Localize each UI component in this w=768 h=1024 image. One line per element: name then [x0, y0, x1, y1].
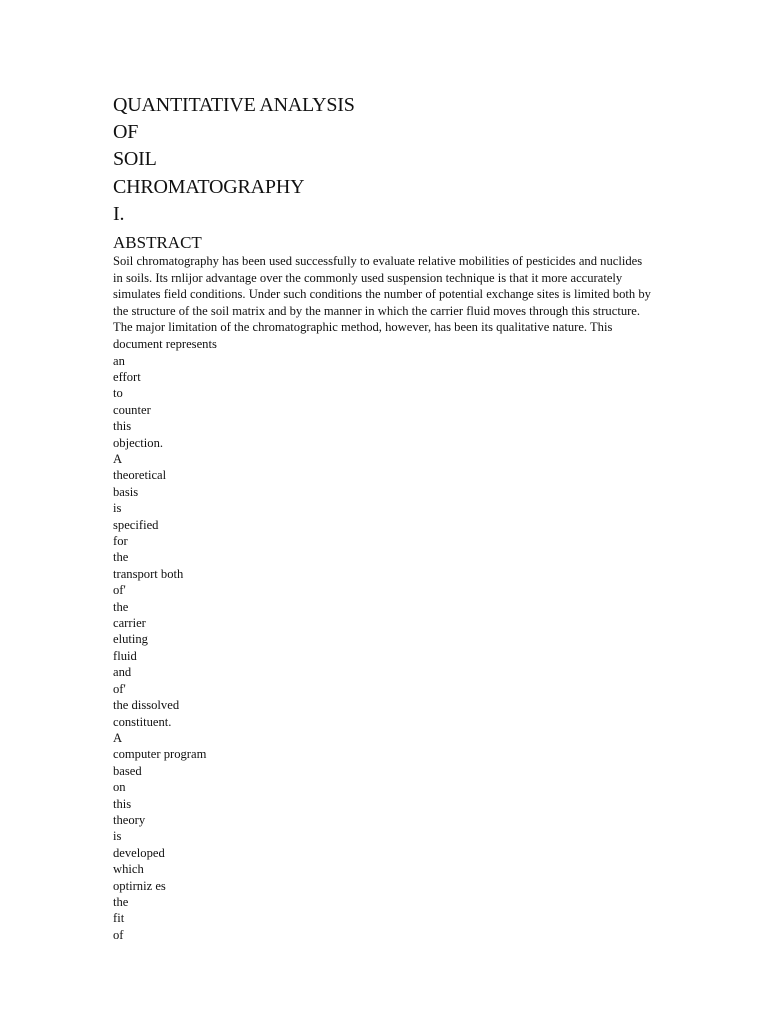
word-line: the: [113, 894, 129, 909]
word-line: constituent.: [113, 714, 172, 729]
word-line: basis: [113, 484, 139, 499]
title-line: I.: [113, 202, 125, 225]
title-line: SOIL: [113, 148, 157, 171]
word-line: theoretical: [113, 468, 167, 483]
word-line: of': [113, 583, 126, 598]
word-line: transport both: [113, 566, 184, 581]
word-line: eluting: [113, 632, 148, 647]
word-line: optirniz es: [113, 878, 166, 893]
title-line: OF: [113, 121, 139, 144]
word-line: on: [113, 780, 126, 795]
word-list: [113, 353, 653, 944]
title-line: CHROMATOGRAPHY: [113, 175, 305, 198]
word-line: counter: [113, 402, 151, 417]
word-line: is: [113, 829, 122, 844]
word-line: based: [113, 763, 142, 778]
word-line: specified: [113, 517, 159, 532]
word-line: for: [113, 534, 128, 549]
title-line: QUANTITATIVE ANALYSIS: [113, 94, 355, 116]
word-line: A: [113, 452, 123, 467]
document-title: [113, 92, 653, 228]
document-page: [113, 92, 653, 943]
word-line: fit: [113, 911, 125, 926]
word-line: objection.: [113, 435, 164, 450]
word-line: of: [113, 927, 124, 942]
abstract-heading: ABSTRACT: [113, 233, 202, 253]
abstract-paragraph: Soil chromatography has been used successfully to evaluate relative mobilities of pesticides and nuclides in soils. Its rnlijor advantage over the commonly used suspension technique is that it more accurately simulates field conditions. Under such conditions the number of potential exchange sites is limited both by the structure of the soil matrix and by the manner in which the carrier fluid moves through this structure. The major limitation of the chromatographic method, however, has been its qualitative nature. This document represents: [113, 254, 651, 351]
word-line: the: [113, 599, 129, 614]
word-line: theory: [113, 812, 146, 827]
word-line: developed: [113, 845, 165, 860]
word-line: and: [113, 665, 132, 680]
word-line: computer program: [113, 747, 207, 762]
word-line: the: [113, 550, 129, 565]
word-line: to: [113, 386, 123, 401]
word-line: of': [113, 681, 126, 696]
word-line: carrier: [113, 616, 146, 631]
word-line: is: [113, 501, 122, 516]
word-line: the dissolved: [113, 698, 180, 713]
word-line: fluid: [113, 648, 137, 663]
word-line: this: [113, 796, 132, 811]
word-line: A: [113, 730, 123, 745]
word-line: effort: [113, 369, 141, 384]
word-line: which: [113, 862, 144, 877]
word-line: this: [113, 419, 132, 434]
word-line: an: [113, 353, 125, 368]
